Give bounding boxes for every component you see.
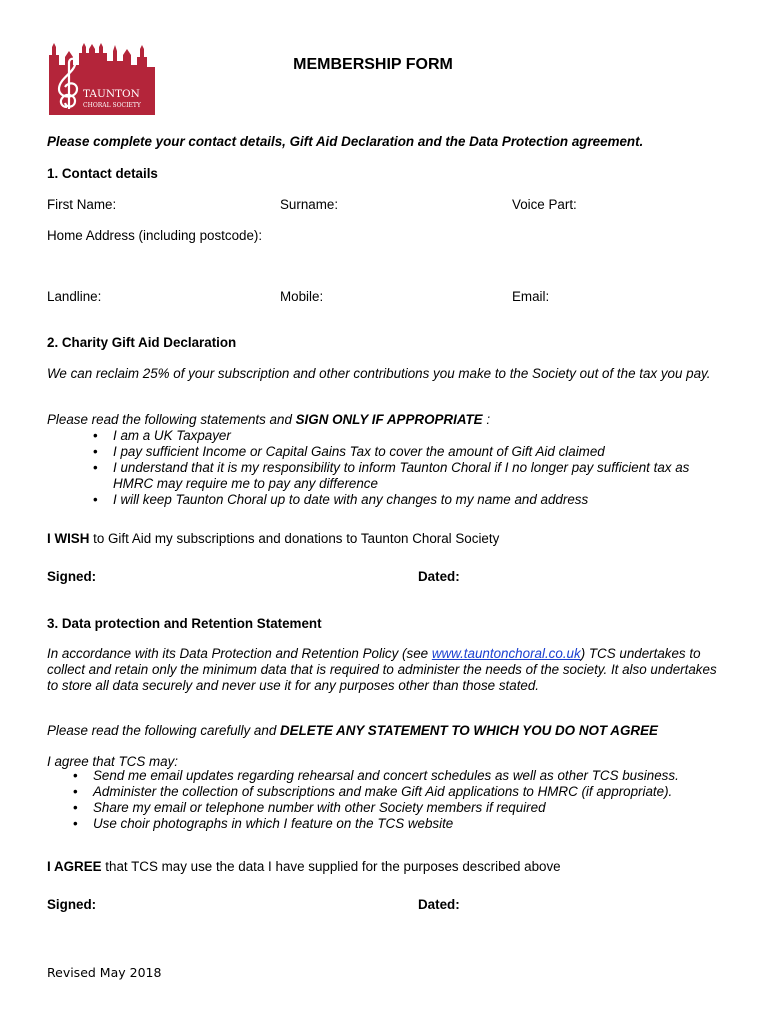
email-label: Email: [512, 289, 550, 304]
gift-aid-heading: 2. Charity Gift Aid Declaration [47, 335, 237, 350]
data-protection-read-instruction: Please read the following carefully and DELETE ANY STATEMENT TO WHICH YOU DO NOT AGREE [47, 723, 658, 738]
gift-aid-dated-label: Dated: [418, 569, 460, 584]
list-item: • I will keep Taunton Choral up to date with any changes to my name and address [113, 492, 723, 508]
gift-aid-wish-statement: I WISH to Gift Aid my subscriptions and donations to Taunton Choral Society [47, 531, 500, 546]
logo-text-choral-society: CHORAL SOCIETY [83, 102, 141, 109]
revision-footer: Revised May 2018 [47, 965, 162, 980]
contact-details-heading: 1. Contact details [47, 166, 158, 181]
list-item: • Administer the collection of subscriptions and make Gift Aid applications to HMRC (if appropriate). [93, 784, 733, 800]
tcs-website-link[interactable]: www.tauntonchoral.co.uk [431, 646, 581, 661]
gift-aid-reclaim-text: We can reclaim 25% of your subscription and other contributions you make to the Society out of the tax you pay. [47, 366, 711, 381]
landline-label: Landline: [47, 289, 102, 304]
mobile-label: Mobile: [280, 289, 324, 304]
taunton-choral-logo [47, 43, 157, 115]
list-item: • I pay sufficient Income or Capital Gains Tax to cover the amount of Gift Aid claimed [113, 444, 723, 460]
gift-aid-read-instruction: Please read the following statements and SIGN ONLY IF APPROPRIATE : [47, 412, 491, 427]
delete-any-statement: DELETE ANY STATEMENT TO WHICH YOU DO NOT AGREE [280, 723, 658, 738]
surname-label: Surname: [280, 197, 339, 212]
data-protection-paragraph: In accordance with its Data Protection and Retention Policy (see www.tauntonchoral.co.uk) TCS undertakes to collect and retain only the minimum data that is required to administer the needs of the society. It also undertakes to store all data securely and never use it for any purposes other than those stated. [47, 646, 717, 693]
list-item: • Share my email or telephone number with other Society members if required [93, 800, 733, 816]
agree-intro: I agree that TCS may: [47, 754, 178, 769]
gift-aid-signed-label: Signed: [47, 569, 97, 584]
data-protection-agree-statement: I AGREE that TCS may use the data I have supplied for the purposes described above [47, 859, 561, 874]
list-item: • I understand that it is my responsibility to inform Taunton Choral if I no longer pay sufficient tax as HMRC may require me to pay any difference [113, 460, 723, 492]
intro-text: Please complete your contact details, Gift Aid Declaration and the Data Protection agreement. [47, 134, 644, 149]
page-title: MEMBERSHIP FORM [293, 56, 453, 73]
gift-aid-statements [113, 428, 723, 508]
list-item: • Send me email updates regarding rehearsal and concert schedules as well as other TCS business. [93, 768, 733, 784]
data-protection-statements [93, 768, 733, 832]
list-item: • I am a UK Taxpayer [113, 428, 723, 444]
home-address-label: Home Address (including postcode): [47, 228, 263, 243]
data-protection-dated-label: Dated: [418, 897, 460, 912]
voice-part-label: Voice Part: [512, 197, 577, 212]
data-protection-signed-label: Signed: [47, 897, 97, 912]
data-protection-heading: 3. Data protection and Retention Statement [47, 616, 322, 631]
first-name-label: First Name: [47, 197, 117, 212]
list-item: • Use choir photographs in which I feature on the TCS website [93, 816, 733, 832]
logo-text-taunton: TAUNTON [83, 88, 140, 100]
sign-only-if-appropriate: SIGN ONLY IF APPROPRIATE [295, 412, 483, 427]
